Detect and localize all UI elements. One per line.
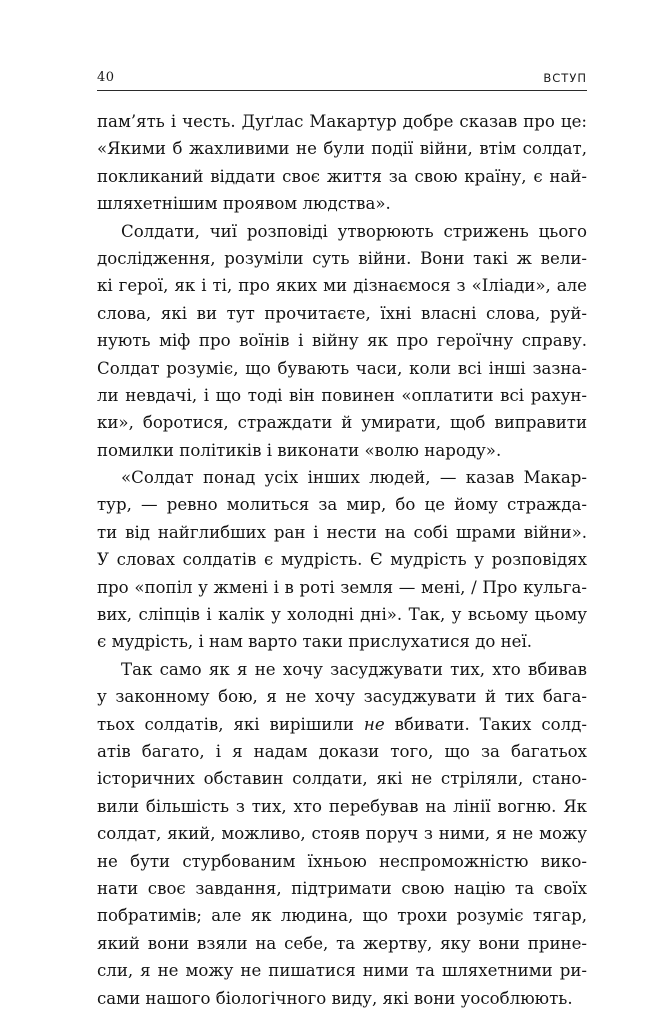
text-line: солдат, який, можливо, стояв поруч з ними, я не можу	[97, 824, 587, 844]
body-text	[97, 108, 587, 1012]
text-line: нати своє завдання, підтримати свою націю та своїх	[97, 878, 587, 898]
text-line: покликаний віддати своє життя за свою країну, є най-	[97, 166, 587, 186]
text-line: тьох солдатів, які вирішили не вбивати. Таких солд-	[97, 714, 587, 734]
text-line: у законному бою, я не хочу засуджувати й тих багa-	[97, 687, 587, 707]
text-line: дослідження, розуміли суть війни. Вони такі ж вели-	[97, 248, 587, 268]
text-line: пам’ять і честь. Дуґлас Макартур добре сказав про це:	[97, 112, 587, 131]
text-line: У словах солдатів є мудрість. Є мудрість у розповідях	[97, 550, 587, 570]
running-head	[97, 66, 587, 91]
text-line: помилки політиків і виконати «волю народу».	[97, 440, 502, 460]
text-line: кі герої, як і ті, про яких ми дізнаємося з «Іліади», але	[97, 276, 587, 296]
text-line: не бути стурбованим їхньою неспроможністю вико-	[97, 851, 587, 871]
text-line: нують міф про воїнів і війну як про героїчну справу.	[97, 331, 587, 351]
text-line: побратимів; але як людина, що трохи розуміє тягар,	[97, 906, 587, 926]
text-line: про «попіл у жмені і в роті земля — мені, / Про кульга-	[97, 577, 587, 597]
emphasized-word: не	[363, 714, 385, 734]
text-line: тур, — ревно молиться за мир, бо це йому страждa-	[97, 495, 587, 515]
text-line: який вони взяли на себе, та жертву, яку вони прине-	[97, 933, 587, 953]
text-line: «Солдат понад усіх інших людей, — казав Макар-	[121, 468, 587, 488]
text-line: історичних обставин солдати, які не стріляли, стано-	[97, 769, 587, 789]
text-line: сли, я не можу не пишатися ними та шляхетними ри-	[97, 961, 587, 981]
text-line: слова, які ви тут прочитаєте, їхні власні слова, руй-	[97, 303, 587, 323]
text-line: ли невдачі, і що тоді він повинен «оплатити всі рахун-	[97, 385, 587, 405]
page-number: 40	[97, 70, 115, 85]
paragraph	[97, 108, 587, 218]
text-line: ти від найглибших ран і нести на собі шрами війни».	[97, 522, 587, 542]
paragraph	[97, 656, 587, 1012]
text-line: шляхетнішим проявом людства».	[97, 194, 391, 214]
paragraph	[97, 218, 587, 465]
text-line: вили більшість з тих, хто перебував на лінії вогню. Як	[97, 796, 587, 816]
text-line: є мудрість, і нам варто таки прислухатися до неї.	[97, 632, 533, 652]
text-line: ки», боротися, страждати й умирати, щоб виправити	[97, 413, 587, 433]
text-line: вих, сліпців і калік у холодні дні». Так, у всьому цьому	[97, 605, 587, 625]
section-title: ВСТУП	[543, 71, 587, 85]
text-line: Солдат розуміє, що бувають часи, коли всі інші зазна-	[97, 358, 587, 378]
paragraph	[97, 464, 587, 656]
text-line: атів багато, і я надам докази того, що за багатьох	[97, 741, 587, 761]
text-line: Солдати, чиї розповіді утворюють стрижень цього	[121, 221, 587, 241]
text-line: «Якими б жахливими не були події війни, втім солдат,	[97, 139, 587, 159]
text-line: Так само як я не хочу засуджувати тих, хто вбивав	[121, 659, 587, 679]
text-line: сами нашого біологічного виду, які вони уособлюють.	[97, 988, 573, 1008]
